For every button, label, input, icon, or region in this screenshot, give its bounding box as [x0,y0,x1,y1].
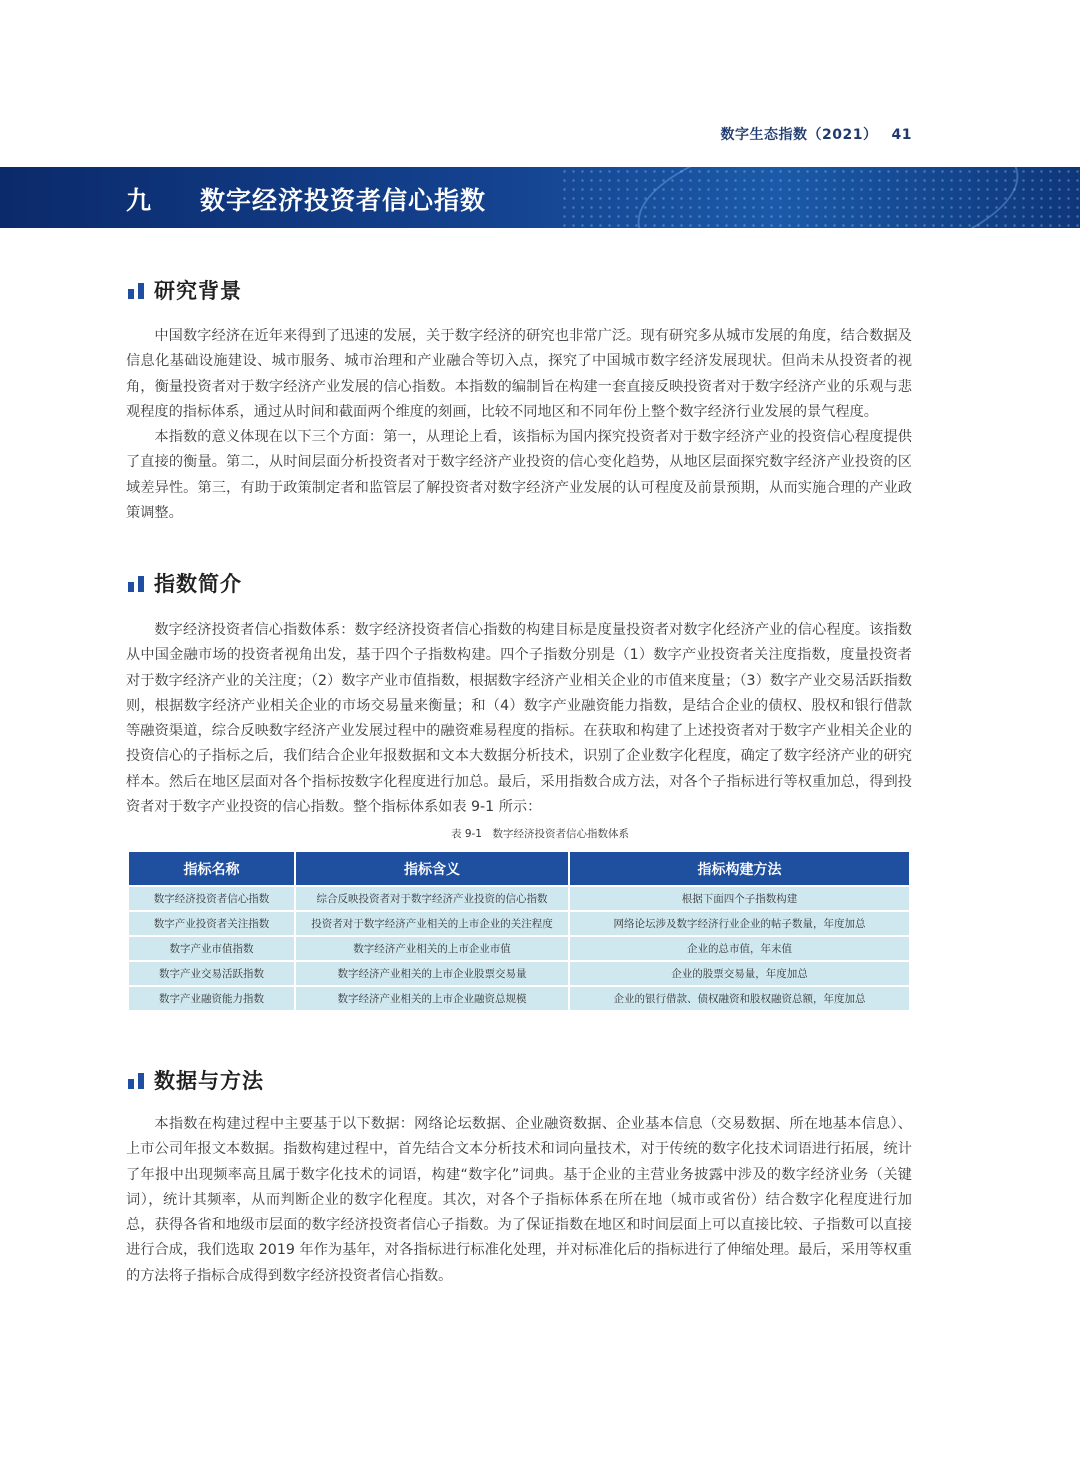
paragraph: 中国数字经济在近年来得到了迅速的发展，关于数字经济的研究也非常广泛。现有研究多从城市发展的角度，结合数据及信息化基础设施建设、城市服务、城市治理和产业融合等切入点，探究了中国城市数字经济发展现状。但尚未从投资者的视角，衡量投资者对于数字经济产业发展的信心指数。本指数的编制旨在构建一套直接反映投资者对于数字经济产业的乐观与悲观程度的指标体系，通过从时间和截面两个维度的刻画，比较不同地区和不同年份上整个数字经济行业发展的景气程度。 [126,328,912,420]
table-cell: 根据下面四个子指数构建 [570,887,909,910]
paragraph: 数字经济投资者信心指数体系：数字经济投资者信心指数的构建目标是度量投资者对数字化经济产业的信心程度。该指数从中国金融市场的投资者视角出发，基于四个子指数构建。四个子指数分别是（1）数字产业投资者关注度指数，度量投资者对于数字经济产业的关注度；（2）数字产业市值指数，根据数字经济产业相关企业的市值来度量；（3）数字产业交易活跃指数则，根据数字经济产业相关企业的市场交易量来衡量；和（4）数字产业融资能力指数，是结合企业的债权、股权和银行借款等融资渠道，综合反映数字经济产业发展过程中的融资难易程度的指标。在获取和构建了上述投资者对于数字产业相关企业的投资信心的子指标之后，我们结合企业年报数据和文本大数据分析技术，识别了企业数字化程度，确定了数字经济产业的研究样本。然后在地区层面对各个指标按数字化程度进行加总。最后，采用指数合成方法，对各个子指标进行等权重加总，得到投资者对于数字产业投资的信心指数。整个指标体系如表 9-1 所示： [126,622,912,816]
table-cell: 企业的总市值，年末值 [570,937,909,960]
paragraph: 本指数在构建过程中主要基于以下数据：网络论坛数据、企业融资数据、企业基本信息（交易数据、所在地基本信息）、上市公司年报文本数据。指数构建过程中，首先结合文本分析技术和词向量技术，对于传统的数字化技术词语进行拓展，统计了年报中出现频率高且属于数字化技术的词语，构建“数字化”词典。基于企业的主营业务披露中涉及的数字经济业务（关键词），统计其频率，从而判断企业的数字化程度。其次，对各个子指标体系在所在地（城市或省份）结合数字化程度进行加总，获得各省和地级市层面的数字经济投资者信心子指数。为了保证指数在地区和时间层面上可以直接比较、子指数可以直接进行合成，我们选取 2019 年作为基年，对各指标进行标准化处理，并对标准化后的指标进行了伸缩处理。最后，采用等权重的方法将子指标合成得到数字经济投资者信心指数。 [126,1116,912,1284]
section-title: 指数简介 [154,572,242,596]
table-row [129,887,909,910]
section-heading-background [128,274,242,306]
chapter-number: 九 [126,186,152,215]
table-cell: 网络论坛涉及数字经济行业企业的帖子数量，年度加总 [570,912,909,935]
bar-chart-icon [128,574,144,592]
table-cell: 数字产业融资能力指数 [129,987,294,1010]
column-header: 指标含义 [296,852,568,885]
table-row [129,912,909,935]
running-header [721,124,912,144]
chapter-banner [0,167,1080,228]
column-header: 指标构建方法 [570,852,909,885]
banner-wave-decoration [628,167,1028,228]
table-cell: 数字经济产业相关的上市企业市值 [296,937,568,960]
section-heading-introduction [128,567,242,599]
section-body-introduction [126,618,912,820]
section-body-background [126,324,912,526]
table-cell: 数字经济产业相关的上市企业融资总规模 [296,987,568,1010]
bar-chart-icon [128,1071,144,1089]
section-title: 数据与方法 [154,1069,264,1093]
table-cell: 数字经济产业相关的上市企业股票交易量 [296,962,568,985]
table-cell: 投资者对于数字经济产业相关的上市企业的关注程度 [296,912,568,935]
bar-chart-icon [128,281,144,299]
column-header: 指标名称 [129,852,294,885]
table-header-row [129,852,909,885]
section-title: 研究背景 [154,279,242,303]
table-cell: 综合反映投资者对于数字经济产业投资的信心指数 [296,887,568,910]
table-row [129,937,909,960]
table-caption: 表 9-1 数字经济投资者信心指数体系 [451,828,629,840]
table-cell: 企业的银行借款、债权融资和股权融资总额，年度加总 [570,987,909,1010]
table-cell: 企业的股票交易量，年度加总 [570,962,909,985]
table-cell: 数字产业交易活跃指数 [129,962,294,985]
section-body-data-method [126,1112,912,1289]
chapter-title: 数字经济投资者信心指数 [200,186,487,215]
table-row [129,962,909,985]
book-title: 数字生态指数（2021） [720,127,878,143]
table-cell: 数字产业市值指数 [129,937,294,960]
table-cell: 数字产业投资者关注指数 [129,912,294,935]
section-heading-data-method [128,1064,264,1096]
page-number: 41 [891,127,912,143]
index-system-table [127,850,911,1012]
table-row [129,987,909,1010]
table-cell: 数字经济投资者信心指数 [129,887,294,910]
paragraph: 本指数的意义体现在以下三个方面：第一，从理论上看，该指标为国内探究投资者对于数字经济产业的投资信心程度提供了直接的衡量。第二，从时间层面分析投资者对于数字经济产业投资的信心变化趋势，从地区层面探究数字经济产业投资的区域差异性。第三，有助于政策制定者和监管层了解投资者对数字经济产业发展的认可程度及前景预期，从而实施合理的产业政策调整。 [126,429,912,522]
